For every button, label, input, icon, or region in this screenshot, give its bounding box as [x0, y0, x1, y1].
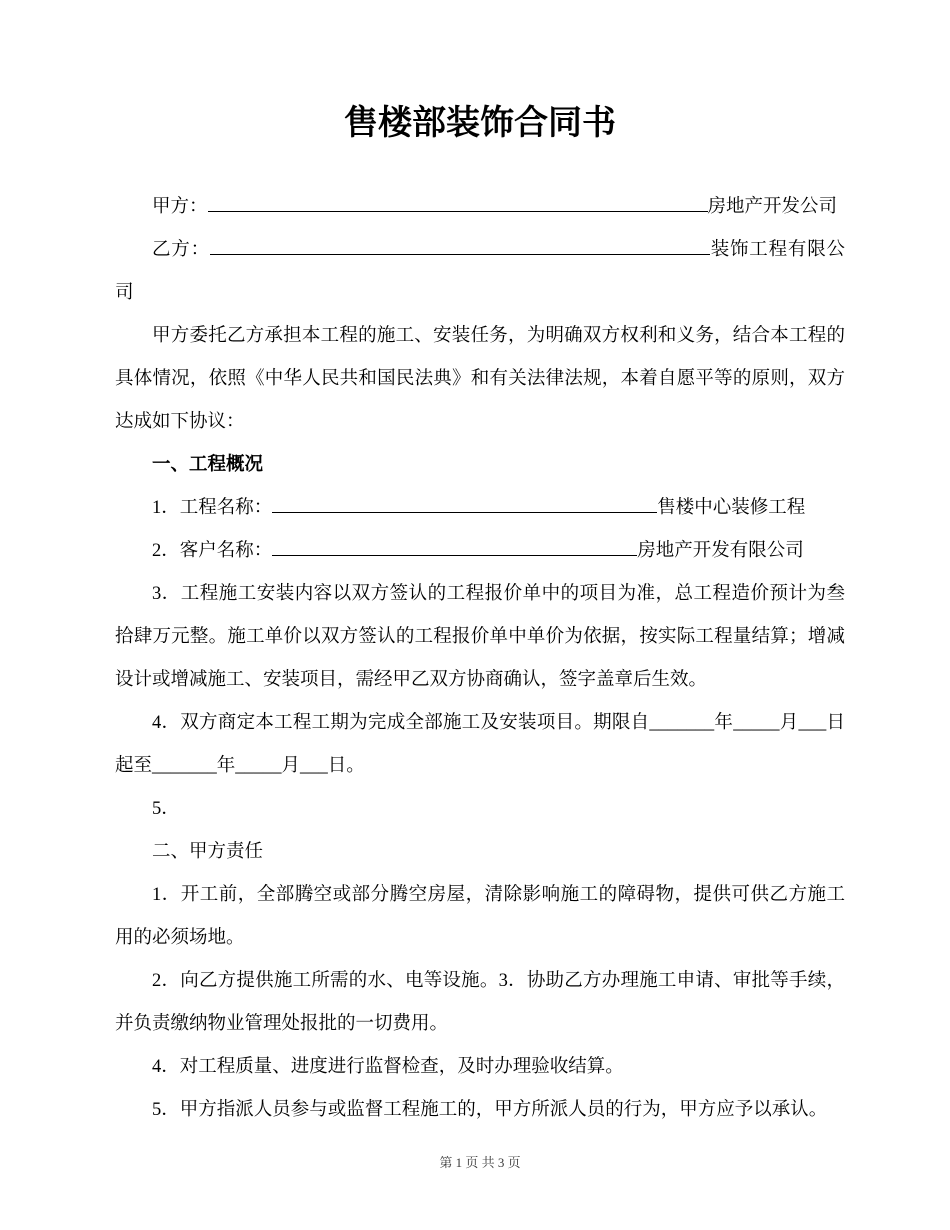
intro-paragraph: 甲方委托乙方承担本工程的施工、安装任务，为明确双方权利和义务，结合本工程的具体情况，依照《中华人民共和国民法典》和有关法律法规，本着自愿平等的原则，双方达成如下协议：: [115, 326, 845, 432]
page-footer: [115, 1154, 845, 1172]
section2-item1-paragraph: 1．开工前，全部腾空或部分腾空房屋，清除影响施工的障碍物，提供可供乙方施工用的必须场地。: [115, 885, 845, 948]
footer-total-pages: 3: [497, 1155, 505, 1170]
client-name-blank-field: [272, 539, 637, 556]
project-name-label: 1．工程名称：: [152, 498, 273, 518]
party-a-blank-field: [208, 195, 708, 212]
section2-item4-paragraph: 4．对工程质量、进度进行监督检查，及时办理验收结算。: [152, 1057, 624, 1077]
section2-item5-paragraph: 5．甲方指派人员参与或监督工程施工的，甲方所派人员的行为，甲方应予以承认。: [152, 1100, 828, 1120]
section1-item4-paragraph: 4．双方商定本工程工期为完成全部施工及安装项目。期限自_______年_____月___日起至_______年_____月___日。: [115, 713, 845, 776]
section2-heading: 二、甲方责任: [152, 842, 264, 862]
project-name-value: 售楼中心装修工程: [657, 498, 806, 518]
project-name-line: [115, 487, 845, 530]
footer-label-of: 页 共: [465, 1155, 495, 1170]
section2-items2-3-paragraph: 2．向乙方提供施工所需的水、电等设施。3．协助乙方办理施工申请、审批等手续，并负责缴纳物业管理处报批的一切费用。: [115, 971, 845, 1034]
section1-heading: 一、工程概况: [152, 455, 264, 475]
section1-item5-line: 5．: [152, 799, 180, 819]
project-name-blank-field: [272, 496, 657, 513]
footer-label-pages: 页: [507, 1155, 521, 1170]
client-name-line: [115, 530, 845, 573]
party-b-line: [115, 229, 845, 315]
footer-current-page: 1: [455, 1155, 463, 1170]
party-b-blank-field: [210, 238, 710, 255]
client-name-value: 房地产开发有限公司: [637, 541, 804, 561]
party-b-label: 乙方：: [152, 240, 210, 260]
party-a-suffix: 房地产开发公司: [707, 197, 838, 217]
party-a-line: [115, 186, 845, 229]
party-b-suffix: 装饰工程有限公司: [115, 240, 845, 303]
party-a-label: 甲方：: [152, 197, 208, 217]
client-name-label: 2．客户名称：: [152, 541, 273, 561]
footer-label-page: 第: [439, 1155, 453, 1170]
section1-item3-paragraph: 3．工程施工安装内容以双方签认的工程报价单中的项目为准，总工程造价预计为叁拾肆万元整。施工单价以双方签认的工程报价单中单价为依据，按实际工程量结算；增减设计或增减施工、安装项目，需经甲乙双方协商确认，签字盖章后生效。: [115, 584, 845, 690]
document-title: 售楼部装饰合同书: [344, 105, 616, 142]
